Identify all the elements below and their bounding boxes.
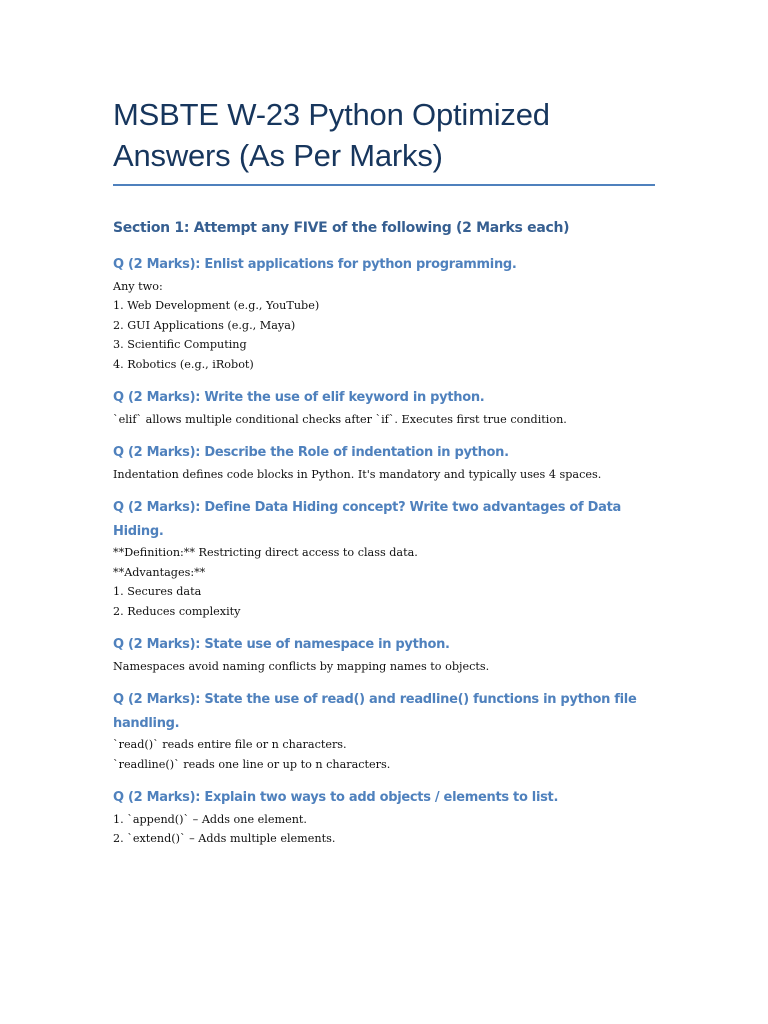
question-block	[113, 496, 658, 621]
answer-text	[113, 657, 658, 677]
answer-line: `read()` reads entire file or n characters.	[113, 738, 347, 751]
answer-line: Any two:	[113, 279, 163, 293]
title-line: MSBTE W-23 Python Optimized	[113, 97, 550, 132]
answer-text	[113, 277, 658, 375]
answer-text	[113, 465, 658, 485]
document-title	[113, 94, 658, 176]
question-heading: Q (2 Marks): State use of namespace in python.	[113, 637, 450, 652]
question-list	[113, 253, 658, 849]
question-block	[113, 441, 658, 484]
answer-line: 2. `extend()` – Adds multiple elements.	[113, 832, 336, 845]
answer-line: 2. Reduces complexity	[113, 604, 241, 618]
answer-line: Indentation defines code blocks in Python. It's mandatory and typically uses 4 spaces.	[113, 467, 602, 481]
title-line: Answers (As Per Marks)	[113, 138, 443, 173]
question-heading: Q (2 Marks): Write the use of elif keyword in python.	[113, 390, 485, 405]
answer-line: 1. `append()` – Adds one element.	[113, 812, 307, 826]
answer-line: **Definition:** Restricting direct access to class data.	[113, 546, 418, 559]
answer-line: 3. Scientific Computing	[113, 338, 247, 351]
answer-text	[113, 410, 658, 430]
question-block	[113, 786, 658, 849]
answer-text	[113, 543, 658, 621]
question-block	[113, 633, 658, 676]
document-page	[113, 94, 658, 849]
question-block	[113, 386, 658, 429]
answer-line: Namespaces avoid naming conflicts by mapping names to objects.	[113, 659, 490, 673]
answer-line: **Advantages:**	[113, 565, 206, 579]
answer-line: 1. Secures data	[113, 585, 202, 598]
question-heading: Q (2 Marks): Describe the Role of indentation in python.	[113, 445, 509, 460]
question-heading: Q (2 Marks): State the use of read() and readline() functions in python file handling.	[113, 692, 637, 731]
answer-line: 2. GUI Applications (e.g., Maya)	[113, 318, 296, 332]
question-block	[113, 688, 658, 774]
answer-text	[113, 735, 658, 774]
section-heading: Section 1: Attempt any FIVE of the following (2 Marks each)	[113, 220, 570, 236]
question-heading: Q (2 Marks): Explain two ways to add objects / elements to list.	[113, 790, 559, 805]
question-block	[113, 253, 658, 374]
answer-line: 4. Robotics (e.g., iRobot)	[113, 357, 254, 371]
answer-line: `elif` allows multiple conditional checks after `if`. Executes first true condition.	[113, 412, 567, 426]
answer-line: `readline()` reads one line or up to n characters.	[113, 757, 391, 771]
title-divider	[113, 184, 655, 186]
answer-line: 1. Web Development (e.g., YouTube)	[113, 299, 320, 312]
answer-text	[113, 810, 658, 849]
question-heading: Q (2 Marks): Enlist applications for python programming.	[113, 257, 517, 272]
question-heading: Q (2 Marks): Define Data Hiding concept? Write two advantages of Data Hiding.	[113, 500, 621, 539]
